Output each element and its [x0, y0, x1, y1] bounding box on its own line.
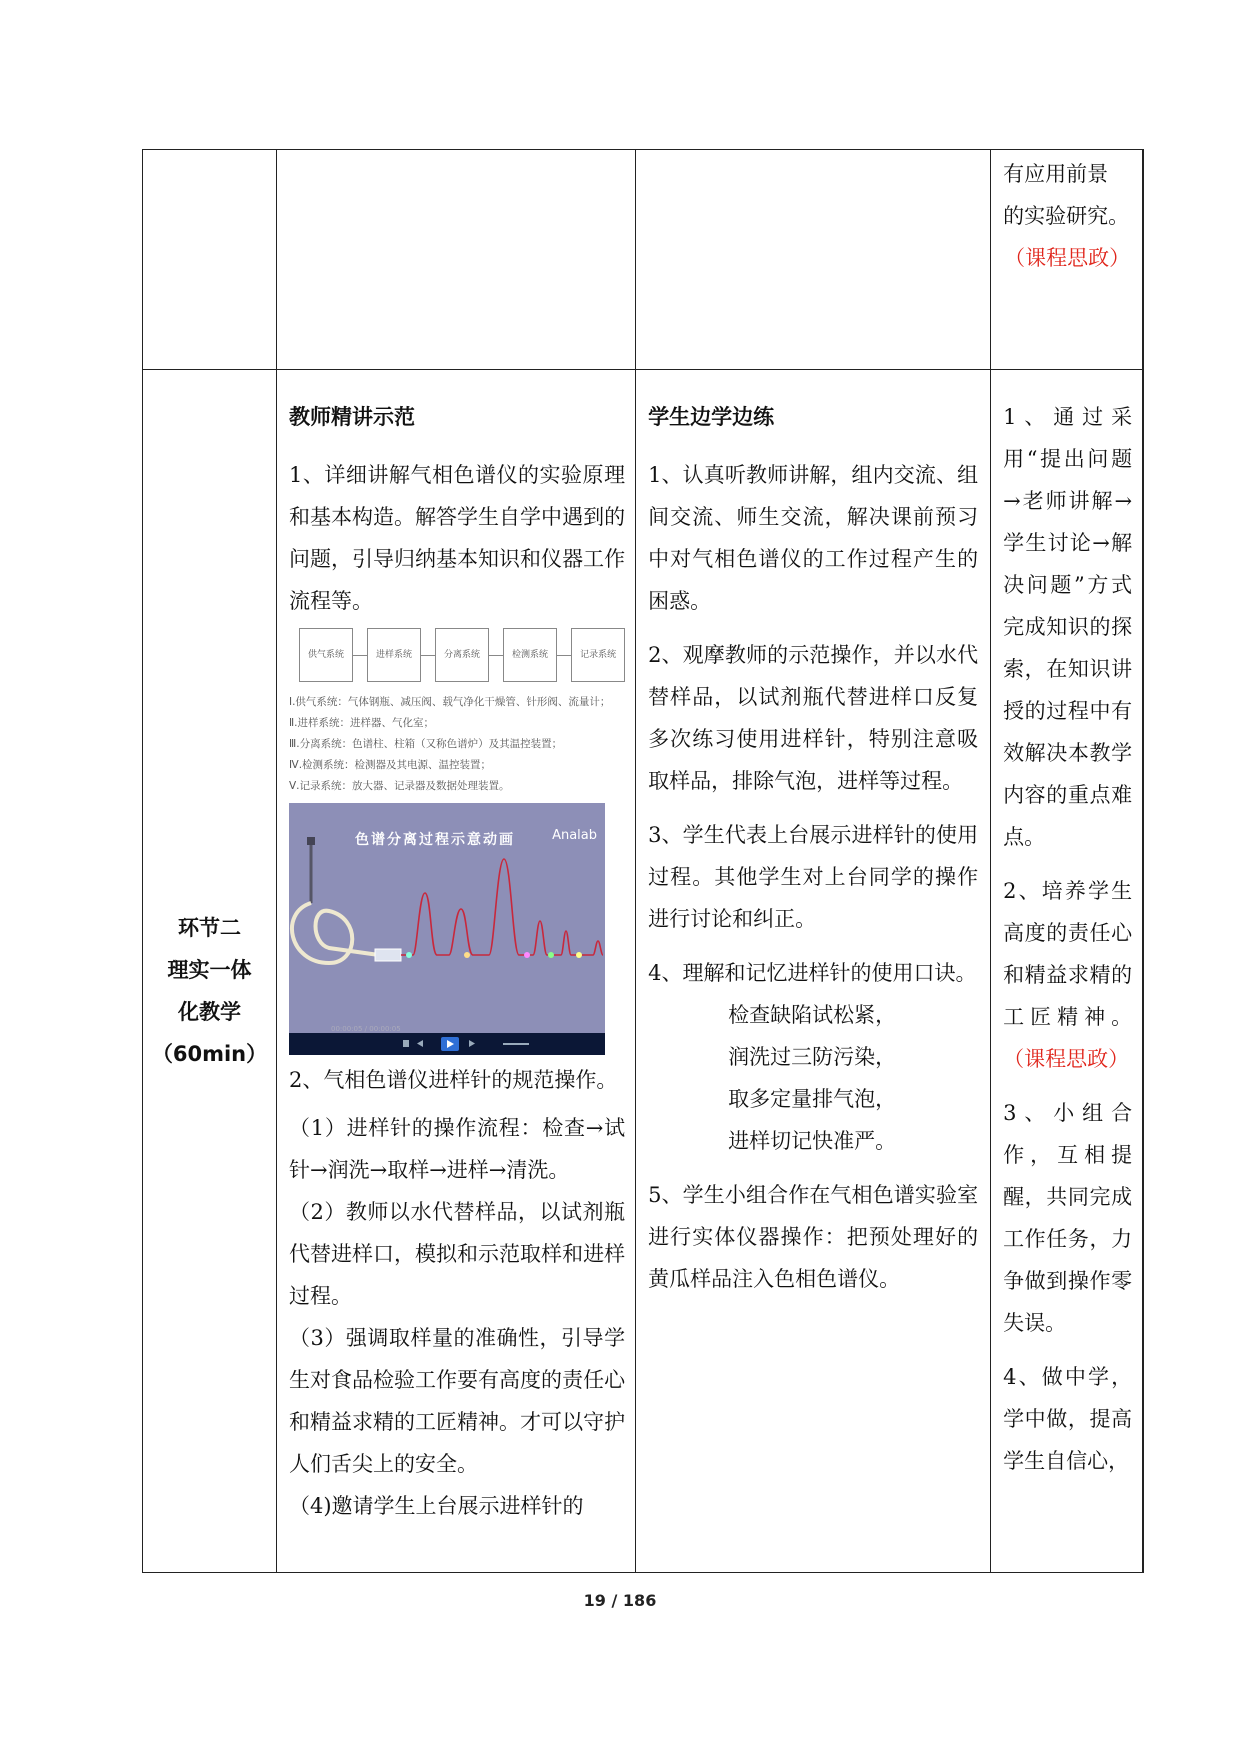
verse-line-1: 检查缺陷试松紧，	[728, 1003, 897, 1027]
molecule-dot	[524, 952, 530, 958]
gc-system-figure	[289, 628, 625, 797]
teacher-paragraph-2: 2、气相色谱仪进样针的规范操作。	[289, 1068, 618, 1092]
teacher-paragraph-6: （4)邀请学生上台展示进样针的	[289, 1494, 584, 1518]
verse-line-4: 进样切记快准严。	[728, 1129, 897, 1153]
next-icon	[469, 1040, 475, 1047]
intent-paragraph-1: 1、通过采用“提出问题→老师讲解→学生讨论→解决问题”方式完成知识的探索，在知识讲授的过程中有效解决本教学内容的重点难点。	[1003, 405, 1133, 849]
student-paragraph-3: 3、学生代表上台展示进样针的使用过程。其他学生对上台同学的操作进行讨论和纠正。	[648, 823, 979, 931]
flow-arrow	[421, 655, 435, 656]
stage-cell	[143, 370, 277, 1573]
molecule-dot	[576, 952, 582, 958]
analab-logo: Analab	[552, 828, 597, 843]
verse-line-2: 润洗过三防污染，	[728, 1045, 897, 1069]
syringe-plunger-icon	[307, 837, 315, 845]
student-cell-empty	[636, 150, 991, 370]
lesson-plan-table	[142, 149, 1144, 1573]
student-paragraph-5: 5、学生小组合作在气相色谱实验室进行实体仪器操作：把预处理好的黄瓜样品注入色相色谱仪。	[648, 1183, 979, 1291]
video-time: 00:00:05 / 00:00:05	[331, 1025, 401, 1033]
previous-icon	[417, 1040, 423, 1047]
intent-continued-line2: 的实验研究。	[1003, 204, 1130, 228]
flow-box-detection: 检测系统	[503, 628, 557, 682]
student-heading: 学生边学边练	[648, 405, 775, 429]
table-row-stage-two	[143, 370, 1144, 1573]
flow-arrow	[353, 655, 367, 656]
stage-cell-empty	[143, 150, 277, 370]
video-control-bar[interactable]	[289, 1025, 605, 1055]
intent-paragraph-2	[1003, 870, 1132, 1080]
gc-flow-diagram	[299, 628, 625, 682]
verse-line-3: 取多定量排气泡，	[728, 1087, 897, 1111]
flow-box-injection: 进样系统	[367, 628, 421, 682]
flow-arrow	[489, 655, 503, 656]
flow-box-gas: 供气系统	[299, 628, 353, 682]
margin-cell	[1143, 370, 1144, 1573]
system-line-4: Ⅳ.检测系统：检测器及其电源、温控装置；	[289, 759, 492, 771]
teacher-paragraph-4: （2）教师以水代替样品，以试剂瓶代替进样口，模拟和示范取样和进样过程。	[289, 1200, 626, 1308]
mnemonic-verse	[648, 994, 978, 1162]
intent-cell	[991, 370, 1143, 1573]
ideology-tag: （课程思政）	[1004, 246, 1131, 270]
flow-box-recording: 记录系统	[571, 628, 625, 682]
intent-paragraph-2-text: 2、培养学生高度的责任心和精益求精的工匠精神。	[1003, 879, 1133, 1029]
molecule-dot	[464, 952, 470, 958]
stop-icon	[403, 1040, 409, 1047]
table-row-continued	[143, 150, 1144, 370]
system-line-3: Ⅲ.分离系统：色谱柱、柱箱（又称色谱炉）及其温控装置；	[289, 738, 563, 750]
stage-duration: （60min）	[151, 1042, 268, 1066]
chromatography-animation[interactable]	[289, 803, 605, 1055]
student-paragraph-1: 1、认真听教师讲解，组内交流、组间交流、师生交流，解决课前预习中对气相色谱仪的工作过程产生的困惑。	[648, 463, 979, 613]
flow-arrow	[557, 655, 571, 656]
intent-cell-continued	[991, 150, 1143, 370]
stage-label-line1: 环节二	[178, 916, 241, 940]
animation-title: 色谱分离过程示意动画	[355, 832, 515, 848]
flow-box-separation: 分离系统	[435, 628, 489, 682]
page-number: 19 / 186	[583, 1591, 657, 1610]
chromatogram-peaks	[401, 859, 603, 955]
teacher-paragraph-3: （1）进样针的操作流程：检查→试针→润洗→取样→进样→清洗。	[289, 1116, 626, 1182]
margin-cell	[1143, 150, 1144, 370]
intent-continued-line1: 有应用前景	[1003, 162, 1109, 186]
student-cell	[636, 370, 991, 1573]
ideology-tag: （课程思政）	[1003, 1047, 1130, 1071]
student-paragraph-2: 2、观摩教师的示范操作，并以水代替样品，以试剂瓶代替进样口反复多次练习使用进样针，特别注意吸取样品，排除气泡，进样等过程。	[648, 643, 979, 793]
molecule-dot	[548, 952, 554, 958]
student-paragraph-4: 4、理解和记忆进样针的使用口诀。	[648, 961, 977, 985]
system-line-5: Ⅴ.记录系统：放大器、记录器及数据处理装置。	[289, 780, 510, 792]
system-line-1: Ⅰ.供气系统：气体钢瓶、减压阀、载气净化干燥管、针形阀、流量计；	[289, 696, 611, 708]
stage-label-line2: 理实一体	[167, 958, 252, 982]
stage-label-line3: 化教学	[178, 1000, 241, 1024]
column-coil	[292, 903, 379, 963]
teacher-paragraph-1: 1、详细讲解气相色谱仪的实验原理和基本构造。解答学生自学中遇到的问题，引导归纳基本知识和仪器工作流程等。	[289, 463, 626, 613]
teacher-paragraph-5: （3）强调取样量的准确性，引导学生对食品检验工作要有高度的责任心和精益求精的工匠精神。才可以守护人们舌尖上的安全。	[289, 1326, 626, 1476]
intent-paragraph-4: 4、做中学，学中做，提高学生自信心，	[1003, 1365, 1133, 1473]
teacher-cell	[277, 370, 636, 1573]
molecule-dot	[406, 952, 412, 958]
teacher-heading: 教师精讲示范	[289, 405, 415, 429]
system-line-2: Ⅱ.进样系统：进样器、气化室；	[289, 717, 435, 729]
teacher-cell-empty	[277, 150, 636, 370]
detector-box	[375, 949, 401, 961]
intent-paragraph-3: 3、小组合作，互相提醒，共同完成工作任务，力争做到操作零失误。	[1003, 1101, 1133, 1335]
